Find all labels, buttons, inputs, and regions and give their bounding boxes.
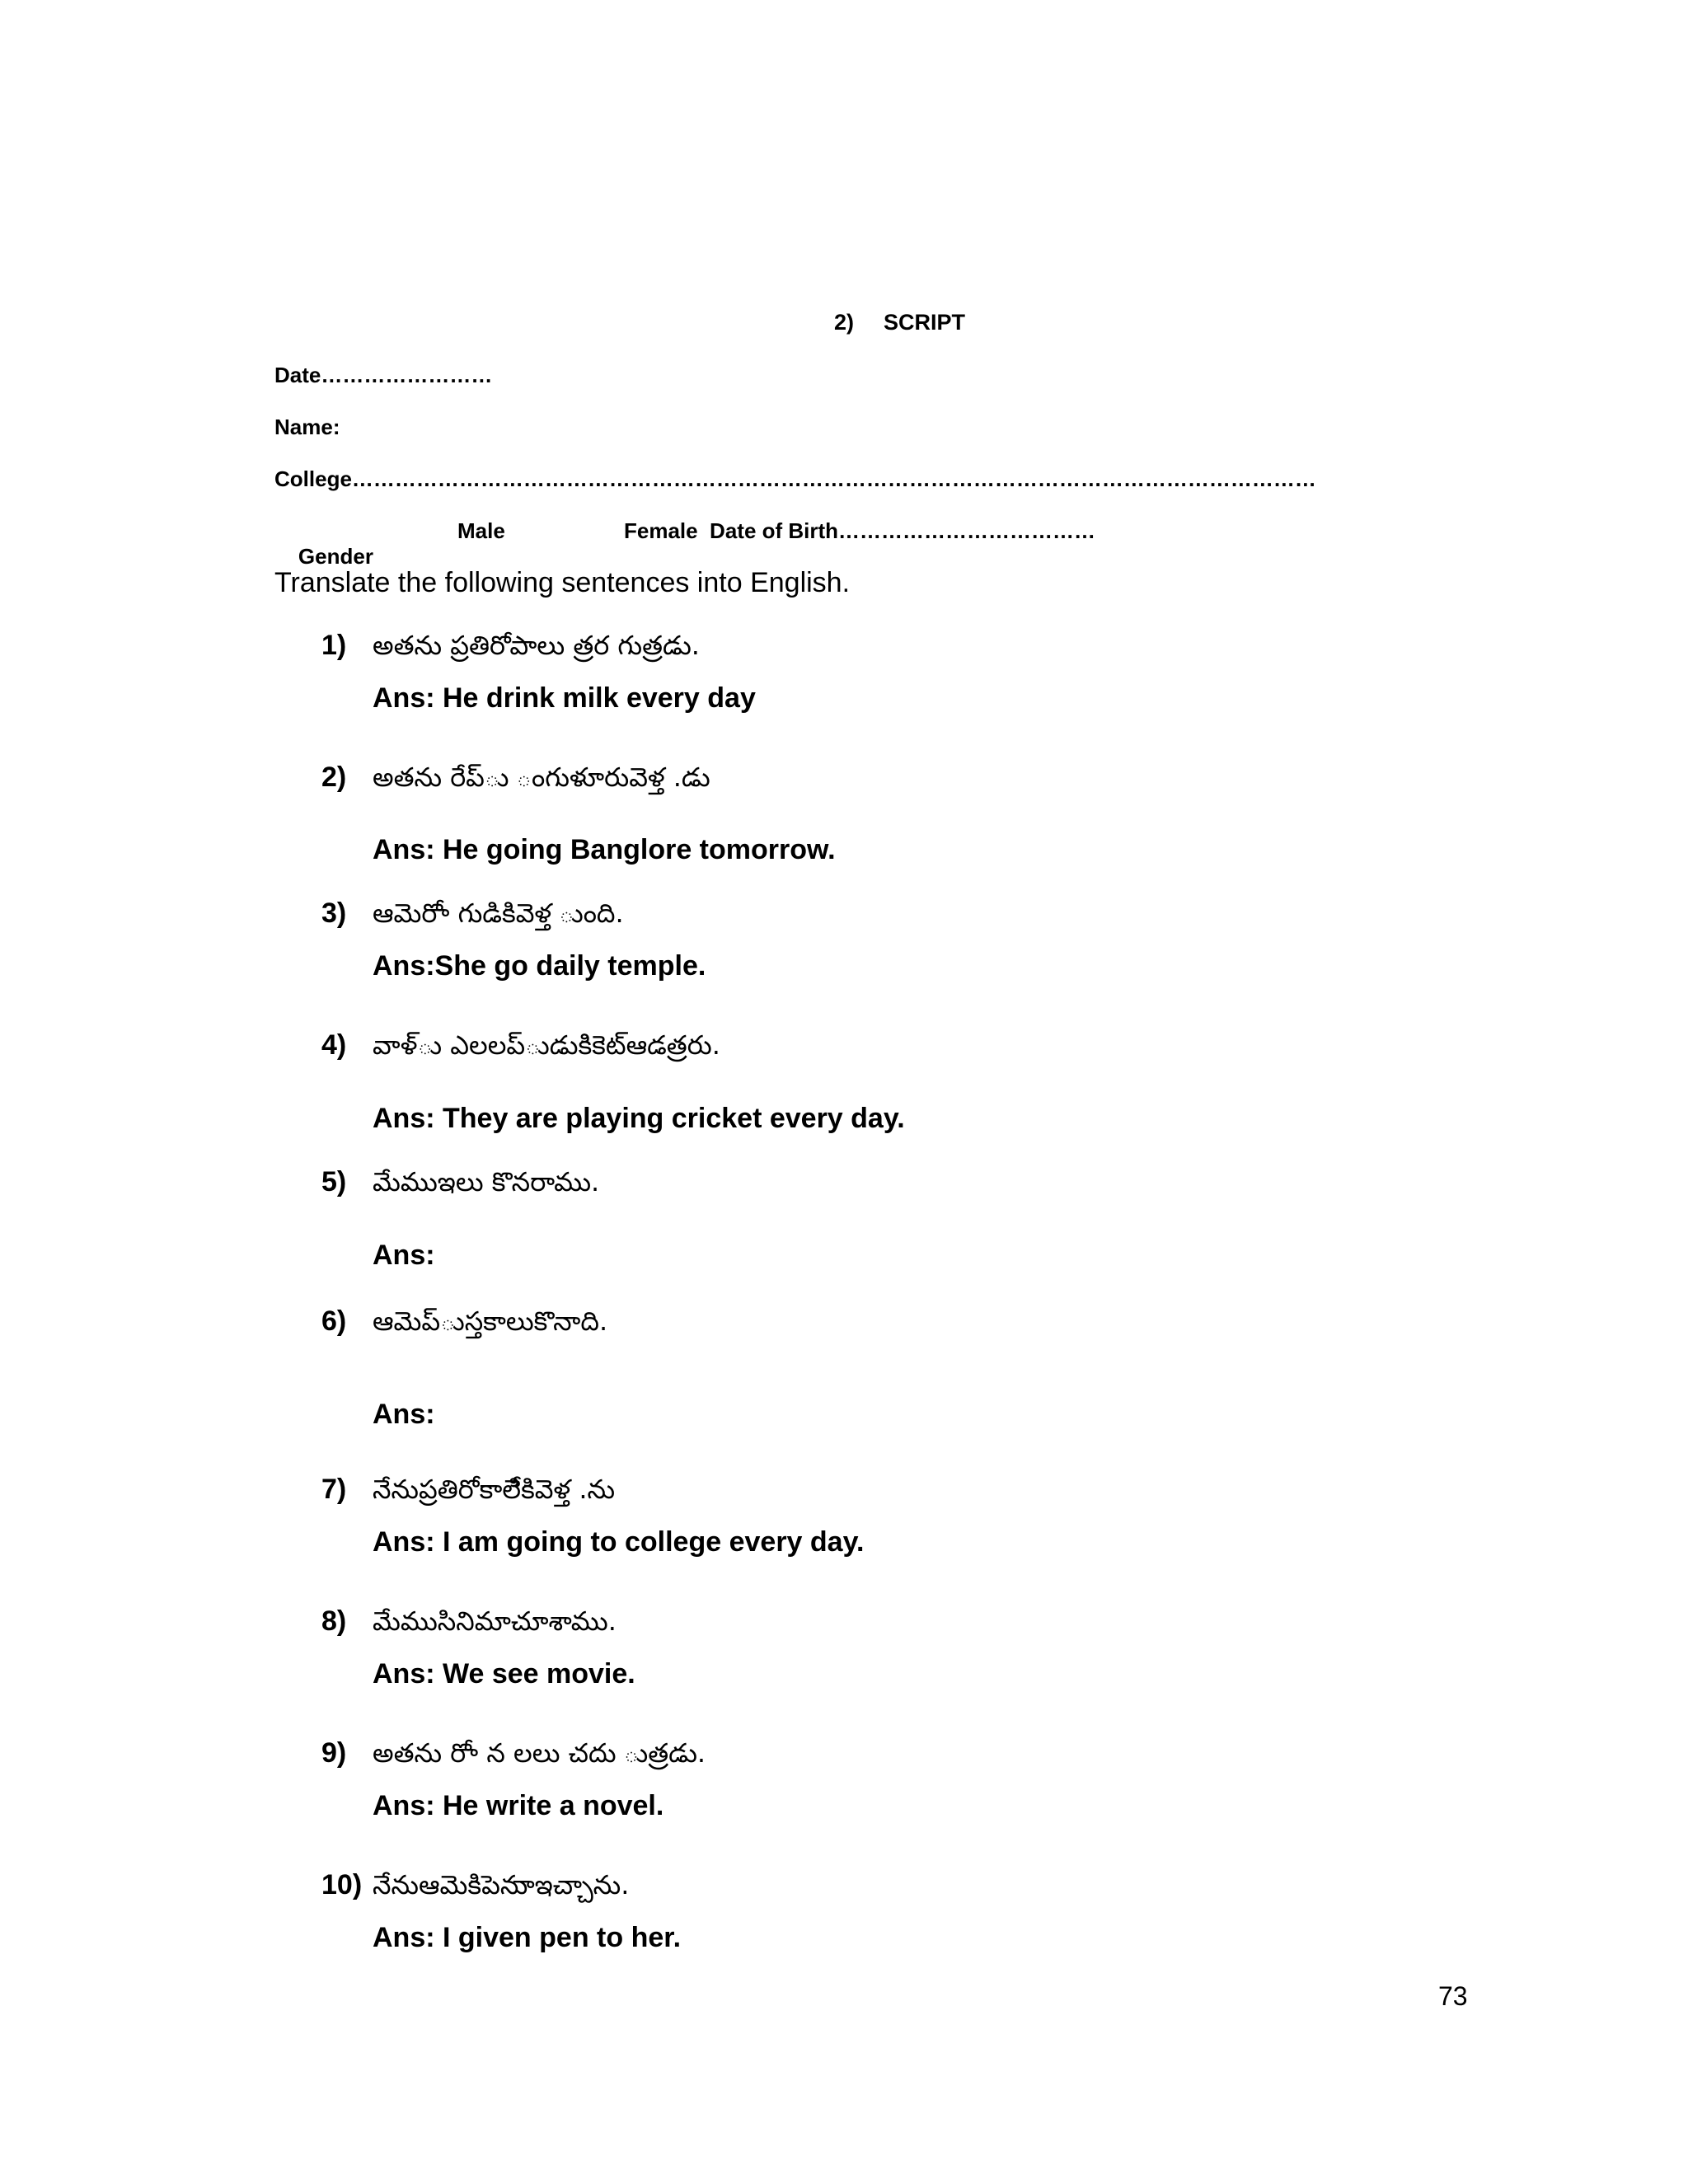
page-number: 73 [1438,1981,1468,2011]
question-number: 9) [321,1737,347,1769]
question-telugu: ఆమెప్ుస్తకాలుకొనాది. [373,1305,608,1337]
question-telugu: అతను ప్రతిరోపాలు త్రర గుత్రడు. [373,630,700,661]
question-number: 6) [321,1305,347,1337]
question-telugu: వాళ్ు ఎలలప్ుడుకిికెట్ఆడత్రరు. [373,1029,720,1061]
section-heading [834,310,965,335]
question-telugu: అతను రేప్ు ంగుళూరువెళ్త .డు [373,762,710,793]
question-number: 2) [321,762,347,793]
question-telugu: అతను రోా న లలు చదు ుత్రడు. [373,1737,706,1769]
male-option: Male [457,518,505,543]
question-number: 4) [321,1029,347,1061]
gender-label: Gender [298,544,373,569]
question-number: 3) [321,898,347,929]
college-field: College……………………………………………………………………………………………………………………… [274,466,1316,491]
question-telugu: నేనుప్రతిరోకాలేికివెళ్త .ను [373,1474,616,1505]
answer-text: Ans: [373,1240,435,1271]
question-number: 8) [321,1605,347,1637]
answer-text: Ans: He going Banglore tomorrow. [373,834,836,865]
instruction-text: Translate the following sentences into English. [274,567,851,598]
answer-text: Ans: [373,1399,435,1430]
question-telugu: నేనుఆమెకిపెనుాఇచ్చాను. [373,1869,630,1900]
question-telugu: మేముఇలు కొనరాము. [373,1166,600,1197]
question-telugu: మేముసినిమాచూశాము. [373,1605,617,1637]
question-number: 1) [321,630,347,661]
section-number: 2) [834,310,855,335]
date-field: Date…………………… [274,363,493,387]
answer-text: Ans: I given pen to her. [373,1922,682,1953]
question-number: 10) [321,1869,363,1900]
answer-text: Ans:She go daily temple. [373,950,706,982]
answer-text: Ans: We see movie. [373,1658,635,1690]
answer-text: Ans: They are playing cricket every day. [373,1103,905,1134]
answer-text: Ans: I am going to college every day. [373,1526,865,1558]
name-field: Name: [274,415,340,439]
question-number: 5) [321,1166,347,1197]
answer-text: Ans: He drink milk every day [373,682,756,714]
question-telugu: ఆమెరోా గుడికివెళ్త ుంది. [373,898,624,929]
question-number: 7) [321,1474,347,1505]
section-title: SCRIPT [884,310,966,335]
answer-text: Ans: He write a novel. [373,1790,664,1821]
female-dob-field: Female Date of Birth……………………………… [624,518,1096,543]
